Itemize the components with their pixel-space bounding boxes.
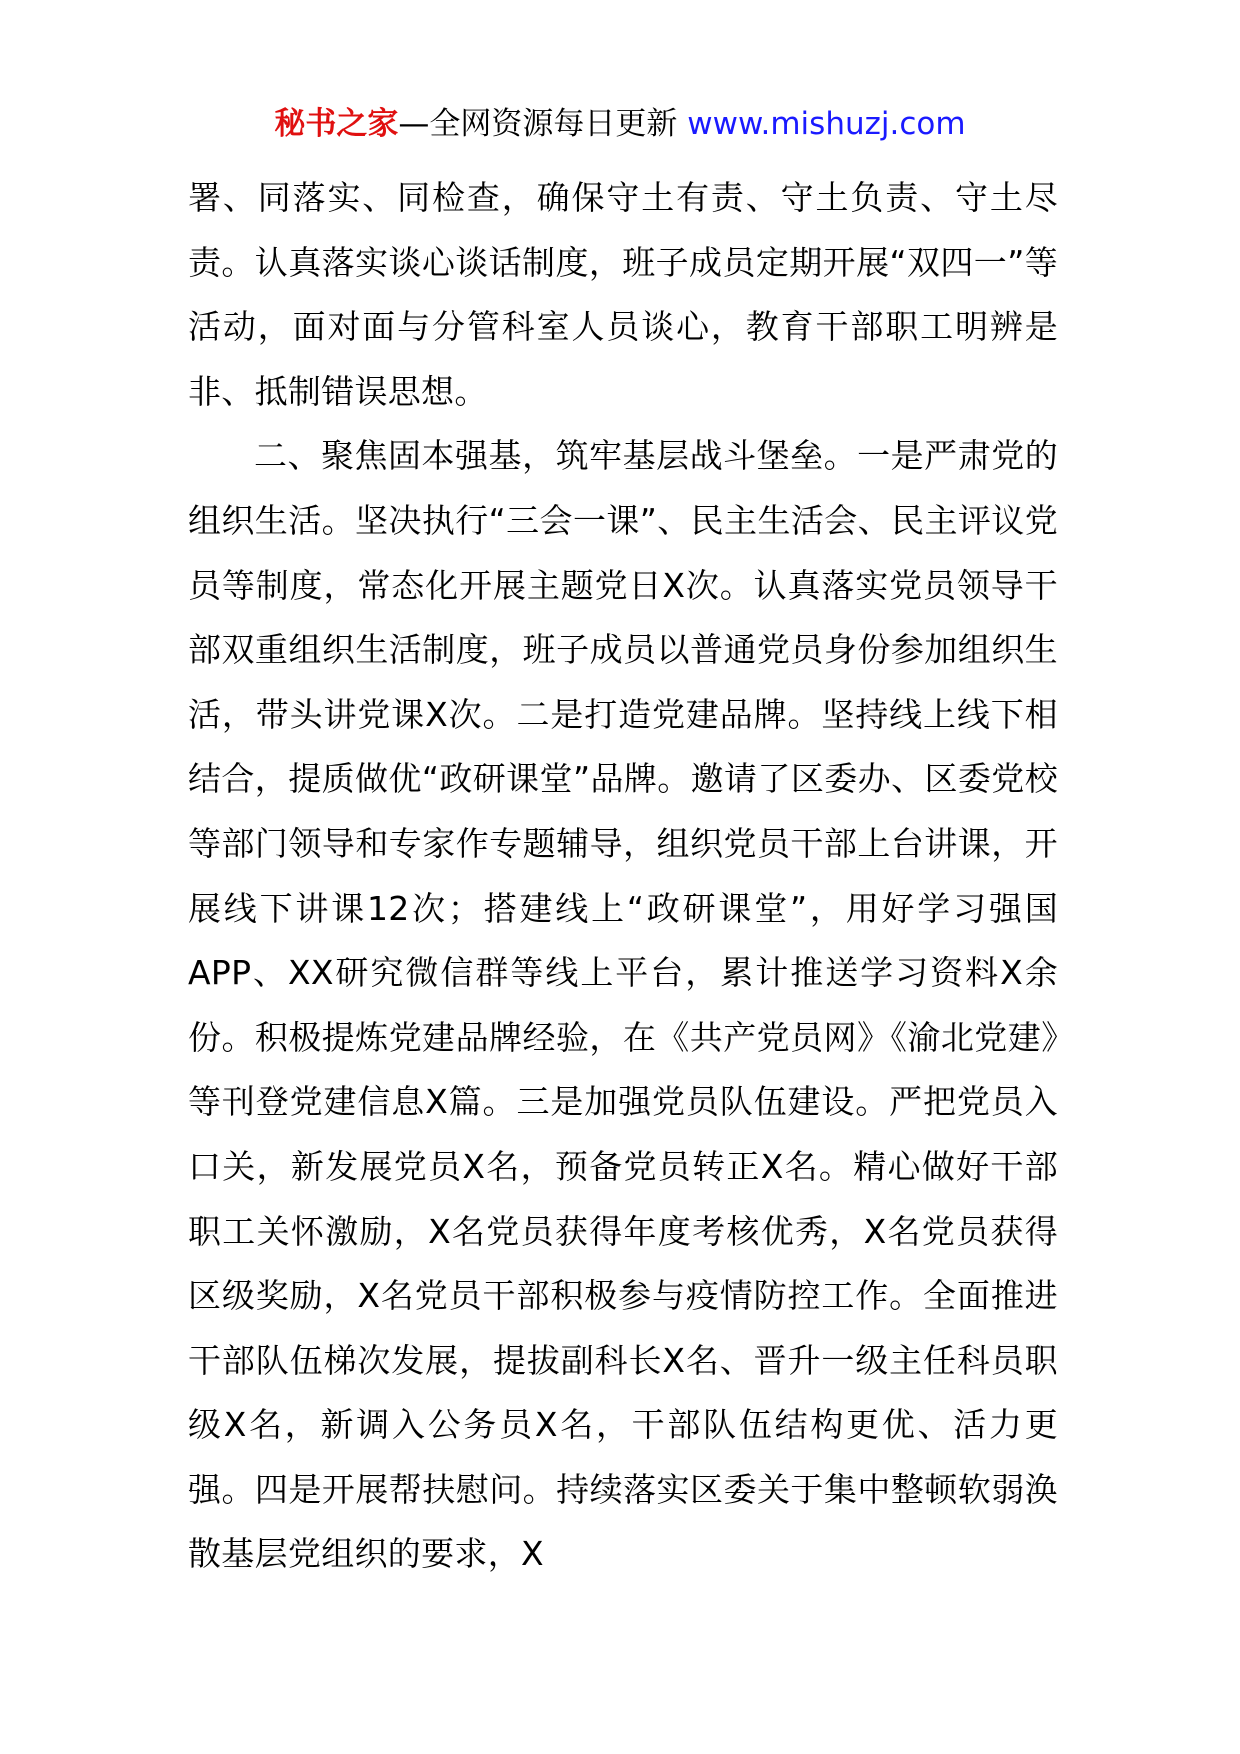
page-header (0, 102, 1240, 146)
paragraph-section-two: 二、聚焦固本强基，筑牢基层战斗堡垒。一是严肃党的组织生活。坚决执行“三会一课”、民主生活会、民主评议党员等制度，常态化开展主题党日X次。认真落实党员领导干部双重组织生活制度，班子成员以普通党员身份参加组织生活，带头讲党课X次。二是打造党建品牌。坚持线上线下相结合，提质做优“政研课堂”品牌。邀请了区委办、区委党校等部门领导和专家作专题辅导，组织党员干部上台讲课，开展线下讲课12次；搭建线上“政研课堂”，用好学习强国APP、XX研究微信群等线上平台，累计推送学习资料X余份。积极提炼党建品牌经验，在《共产党员网》《渝北党建》等刊登党建信息X篇。三是加强党员队伍建设。严把党员入口关，新发展党员X名，预备党员转正X名。精心做好干部职工关怀激励，X名党员获得年度考核优秀，X名党员获得区级奖励，X名党员干部积极参与疫情防控工作。全面推进干部队伍梯次发展，提拔副科长X名、晋升一级主任科员职级X名，新调入公务员X名，干部队伍结构更优、活力更强。四是开展帮扶慰问。持续落实区委关于集中整顿软弱涣散基层党组织的要求，X (188, 436, 1058, 1574)
header-tagline: —全网资源每日更新 (398, 106, 688, 142)
document-body (188, 166, 1058, 1587)
header-url-link[interactable]: www.mishuzj.com (687, 106, 966, 142)
header-brand: 秘书之家 (274, 106, 399, 142)
paragraph-continued: 署、同落实、同检查，确保守土有责、守土负责、守土尽责。认真落实谈心谈话制度，班子成员定期开展“双四一”等活动，面对面与分管科室人员谈心，教育干部职工明辨是非、抵制错误思想。 (188, 178, 1058, 411)
